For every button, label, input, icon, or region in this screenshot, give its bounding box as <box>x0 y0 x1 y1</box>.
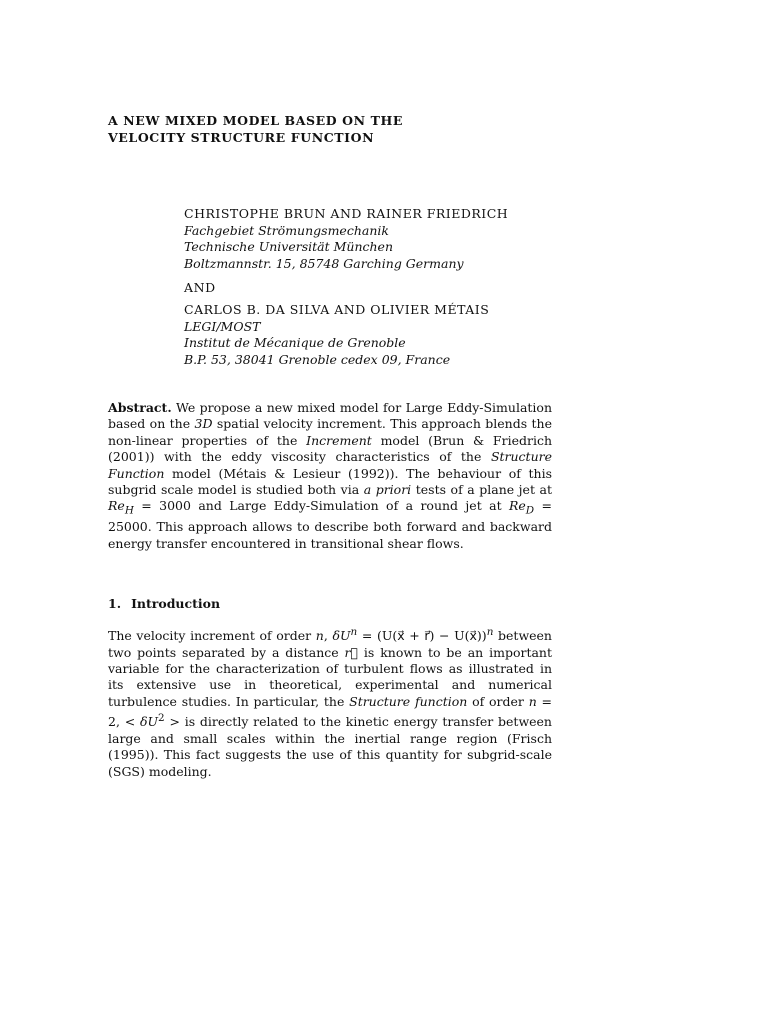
intro-n: n <box>315 628 324 644</box>
intro-text: = (U(x⃗ + r⃗) − U(x⃗)) <box>357 628 487 644</box>
abstract-text: model (Brun & Friedrich (2001)) with the eddy viscosity characteristics of the <box>108 432 552 465</box>
author-names-2: CARLOS B. DA SILVA AND OLIVIER MÉTAIS <box>184 302 490 317</box>
abstract-re: Re <box>108 498 125 514</box>
section-title: Introduction <box>131 596 221 611</box>
author-and: AND <box>184 280 216 295</box>
title-line-2: VELOCITY STRUCTURE FUNCTION <box>108 130 375 145</box>
intro-text: , <box>323 628 333 644</box>
abstract-sub-d: D <box>525 504 535 517</box>
intro-exp-n: n <box>350 626 358 638</box>
author-address-2: B.P. 53, 38041 Grenoble cedex 09, France <box>184 351 451 367</box>
paper-title <box>108 112 403 146</box>
section-heading <box>108 596 220 611</box>
author-institute-2: Institut de Mécanique de Grenoble <box>184 335 406 350</box>
intro-delta-u: δU <box>139 714 159 730</box>
abstract-text: spatial velocity increment. This approach blends the non-linear properties of the <box>108 416 552 448</box>
abstract <box>108 400 552 552</box>
abstract-text: model (Métais & Lesieur (1992)). The behaviour of this subgrid scale model is studied both via <box>108 465 552 498</box>
intro-text: The velocity increment of order <box>108 628 316 644</box>
intro-r-vec: r⃗ <box>344 644 359 660</box>
author-dept-2: LEGI/MOST <box>184 318 261 334</box>
intro-paragraph <box>108 624 552 780</box>
abstract-label: Abstract. <box>108 400 172 415</box>
intro-text: between two points separated by a distance <box>108 628 552 660</box>
author-dept-1: Fachgebiet Strömungsmechanik <box>184 222 389 238</box>
abstract-text: tests of a plane jet at <box>411 482 552 498</box>
abstract-3d: 3D <box>194 416 213 432</box>
abstract-text: We propose a new mixed model for Large Eddy-Simulation based on the <box>108 400 552 432</box>
author-address-1: Boltzmannstr. 15, 85748 Garching Germany <box>184 255 464 271</box>
abstract-increment: Increment <box>306 432 372 448</box>
intro-text: of order <box>467 693 529 709</box>
abstract-text: = 25000. This approach allows to describe both forward and backward energy transfer encountered in transitional shear flows. <box>108 498 553 551</box>
intro-text: > is directly related to the kinetic energy transfer between large and small scales within the inertial range region (Frisch (1995)). This fact suggests the use of this quantity for subgrid-scale (SGS) modeling. <box>108 714 552 779</box>
intro-n: n <box>528 693 537 709</box>
intro-delta-u: δU <box>332 628 351 644</box>
abstract-re: Re <box>508 498 526 514</box>
intro-text: = 2, < <box>108 693 553 730</box>
author-institute-1: Technische Universität München <box>184 239 394 254</box>
title-line-1: A NEW MIXED MODEL BASED ON THE <box>108 113 404 128</box>
author-block-1 <box>184 206 508 272</box>
abstract-structure-function: Structure Function <box>108 449 552 481</box>
intro-exp-n: n <box>486 626 494 638</box>
abstract-sub-h: H <box>124 504 134 517</box>
intro-exp-2: 2 <box>158 712 165 725</box>
section-number: 1. <box>108 596 122 611</box>
abstract-text: = 3000 and Large Eddy-Simulation of a round jet at <box>133 498 509 514</box>
author-block-2 <box>184 302 489 368</box>
intro-structure-function: Structure function <box>349 693 468 709</box>
abstract-a-priori: a priori <box>363 482 412 498</box>
author-names-1: CHRISTOPHE BRUN AND RAINER FRIEDRICH <box>184 206 509 221</box>
intro-text: is known to be an important variable for the characterization of turbulent flows as illustrated in its extensive use in theoretical, experimental and numerical turbulence studies. In particular, the <box>108 644 552 709</box>
